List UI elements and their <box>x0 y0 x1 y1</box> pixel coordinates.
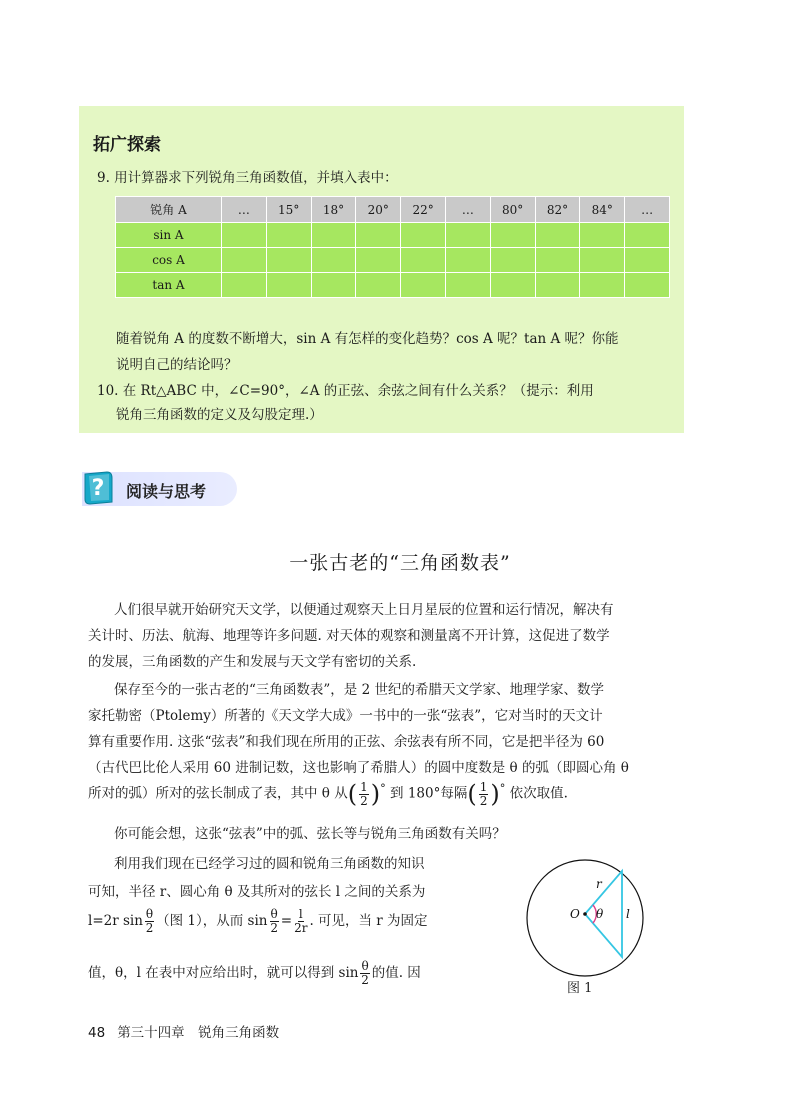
p1-line2: 关计时、历法、航海、地理等许多问题. 对天体的观察和测量离不开计算，这促进了数学 <box>88 628 610 644</box>
table-cell <box>266 223 311 248</box>
table-header-cell: 82° <box>535 197 580 223</box>
page-number: 48 <box>88 1025 106 1041</box>
p2-line4: （古代巴比伦人采用 60 进制记数，这也影响了希腊人）的圆中度数是 θ 的弧（即圆心角 θ <box>88 760 629 776</box>
table-cell <box>625 273 670 298</box>
table-cell <box>535 248 580 273</box>
figure-circle-chord <box>510 858 660 978</box>
table-header-cell: 15° <box>266 197 311 223</box>
table-header-row <box>116 197 670 223</box>
table-cell <box>401 248 446 273</box>
p4-line2: 可知，半径 r、圆心角 θ 及其所对的弦长 l 之间的关系为 <box>88 884 426 900</box>
table-cell <box>580 273 625 298</box>
table-header-cell: 锐角 A <box>116 197 222 223</box>
table-header-cell: … <box>222 197 267 223</box>
table-cell <box>356 223 401 248</box>
table-header-cell: … <box>445 197 490 223</box>
table-header-cell: 84° <box>580 197 625 223</box>
table-row-cos <box>116 248 670 273</box>
table-cell <box>356 248 401 273</box>
question-book-icon <box>82 470 114 506</box>
label-l: l <box>626 907 630 921</box>
table-cell <box>490 248 535 273</box>
table-row-label: sin A <box>116 223 222 248</box>
p2-line5: 所对的弧）所对的弦长制成了表，其中 θ 从( $\frac{1}{2}$ )° 到 180°每隔( $\frac{1}{2}$ )° 依次取值. <box>88 779 568 808</box>
figure-caption: 图 1 <box>567 981 593 996</box>
p1-line3: 的发展，三角函数的产生和发展与天文学有密切的关系. <box>88 654 417 670</box>
question-9-followup-line1: 随着锐角 A 的度数不断增大，sin A 有怎样的变化趋势？cos A 呢？tan A 呢？你能 <box>116 331 619 347</box>
fraction-theta-2: $\frac{\theta}{2}$ <box>145 907 154 935</box>
p2-line1: 保存至今的一张古老的“三角函数表”，是 2 世纪的希腊天文学家、地理学家、数学 <box>114 682 604 698</box>
table-cell <box>535 273 580 298</box>
isosceles-triangle <box>585 871 622 957</box>
trig-table <box>115 196 670 298</box>
fraction-theta-2: $\frac{\theta}{2}$ <box>270 907 278 935</box>
table-header-cell: … <box>625 197 670 223</box>
fraction-half: $\frac{1}{2}$ <box>479 779 488 808</box>
table-row-label: cos A <box>116 248 222 273</box>
table-cell <box>445 273 490 298</box>
table-cell <box>580 223 625 248</box>
svg-text:?: ? <box>91 476 105 501</box>
article-title: 一张古老的“三角函数表” <box>289 552 511 574</box>
label-r: r <box>596 877 602 891</box>
table-cell <box>625 248 670 273</box>
table-cell <box>490 273 535 298</box>
table-cell <box>401 273 446 298</box>
fraction-half: $\frac{1}{2}$ <box>360 779 368 808</box>
question-9: 9. 用计算器求下列锐角三角函数值，并填入表中： <box>97 170 398 186</box>
label-O: O <box>570 907 580 921</box>
table-header-cell: 20° <box>356 197 401 223</box>
table-cell <box>401 223 446 248</box>
question-10-line2: 锐角三角函数的定义及勾股定理.） <box>116 407 323 423</box>
p2-line2: 家托勒密（Ptolemy）所著的《天文学大成》一书中的一张“弦表”，它对当时的天文计 <box>88 708 603 724</box>
table-header-cell: 80° <box>490 197 535 223</box>
question-9-followup-line2: 说明自己的结论吗？ <box>116 357 238 373</box>
table-cell <box>445 248 490 273</box>
p1-line1: 人们很早就开始研究天文学，以便通过观察天上日月星辰的位置和运行情况，解决有 <box>114 602 614 618</box>
p2-line3: 算有重要作用. 这张“弦表”和我们现在所用的正弦、余弦表有所不同，它是把半径为 60 <box>88 734 605 750</box>
p4-line4: 值，θ，l 在表中对应给出时，就可以得到 sin $\frac{\theta}{2}$ 的值. 因 <box>88 959 421 987</box>
table-cell <box>222 273 267 298</box>
table-row-sin <box>116 223 670 248</box>
table-cell <box>625 223 670 248</box>
table-cell <box>311 273 356 298</box>
table-row-tan <box>116 273 670 298</box>
page-footer <box>88 1021 279 1041</box>
table-header-cell: 22° <box>401 197 446 223</box>
table-cell <box>535 223 580 248</box>
table-cell <box>580 248 625 273</box>
table-cell <box>266 273 311 298</box>
table-header-cell: 18° <box>311 197 356 223</box>
p3: 你可能会想，这张“弦表”中的弧、弦长等与锐角三角函数有关吗？ <box>114 826 506 842</box>
table-cell <box>445 223 490 248</box>
question-10-line1: 10. 在 Rt△ABC 中，∠C=90°，∠A 的正弦、余弦之间有什么关系？（提示：利用 <box>97 383 594 399</box>
p4-line3: l=2r sin $\frac{\theta}{2}$ （图 1），从而 sin $\frac{\theta}{2}$ = $\frac{l}{2r}$ . 可见，当 r 为固定 <box>88 907 428 935</box>
table-cell <box>490 223 535 248</box>
table-row-label: tan A <box>116 273 222 298</box>
chapter-title: 第三十四章 锐角三角函数 <box>117 1025 280 1041</box>
p4-line1: 利用我们现在已经学习过的圆和锐角三角函数的知识 <box>114 856 425 872</box>
table-cell <box>356 273 401 298</box>
table-cell <box>311 223 356 248</box>
table-cell <box>222 248 267 273</box>
explore-title: 拓广探索 <box>93 135 161 155</box>
fraction-l-2r: $\frac{l}{2r}$ <box>294 907 308 935</box>
fraction-theta-2: $\frac{\theta}{2}$ <box>361 959 369 987</box>
center-point <box>583 912 587 916</box>
reading-label: 阅读与思考 <box>126 482 207 501</box>
table-cell <box>311 248 356 273</box>
table-cell <box>222 223 267 248</box>
table-cell <box>266 248 311 273</box>
label-theta: θ <box>596 907 604 921</box>
